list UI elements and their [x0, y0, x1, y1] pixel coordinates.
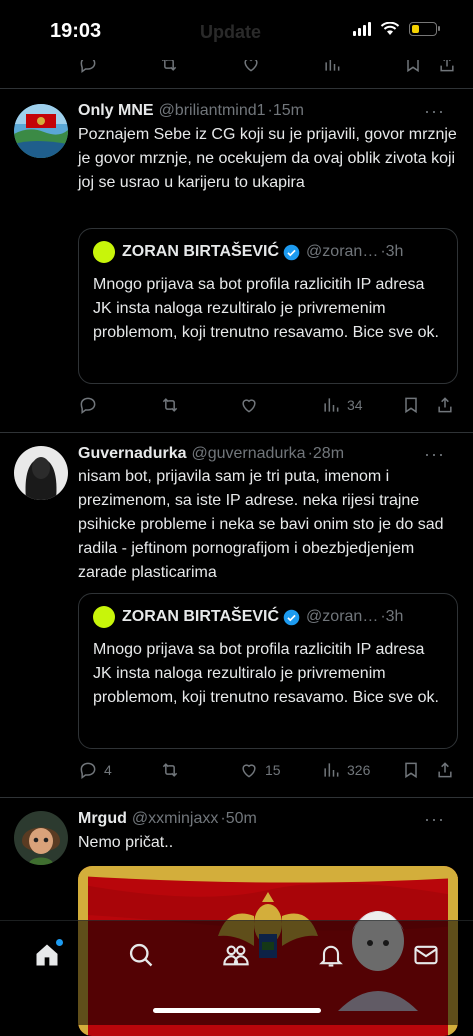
communities-icon: [222, 941, 250, 969]
quote-header: [93, 241, 443, 263]
quote-text: Mnogo prijava sa bot profila razlicitih IP adresa JK insta naloga rezultiralo je privremenim problemom, koji trenutno resavamo. Bice sve ok.: [93, 641, 439, 706]
quote-timestamp: 3h: [385, 608, 404, 625]
tweet-actions: [78, 393, 459, 417]
notification-dot: [56, 939, 63, 946]
like-count: 15: [265, 762, 281, 778]
nav-communities[interactable]: [222, 941, 250, 969]
tweet-text: Nemo pričat..: [78, 834, 174, 851]
display-name[interactable]: Only MNE: [78, 102, 154, 119]
divider: [0, 88, 473, 89]
quote-display-name: ZORAN BIRTAŠEVIĆ: [122, 608, 280, 625]
quote-timestamp: 3h: [385, 243, 404, 260]
nav-notifications[interactable]: [317, 941, 345, 969]
status-bar: [0, 0, 473, 60]
quote-display-name: ZORAN BIRTAŠEVIĆ: [122, 243, 280, 260]
avatar-image: [14, 446, 68, 500]
display-name[interactable]: Mrgud: [78, 810, 127, 827]
like-button[interactable]: [239, 760, 321, 780]
avatar[interactable]: [14, 446, 68, 500]
avatar-image: [14, 811, 68, 865]
like-button[interactable]: [239, 395, 321, 415]
reply-icon: [78, 395, 98, 415]
more-options-icon[interactable]: ···: [424, 808, 445, 829]
quote-handle: @zoran…: [306, 243, 379, 260]
status-icons: [353, 22, 437, 36]
timestamp[interactable]: 28m: [312, 445, 345, 462]
dot-separator: ·: [220, 810, 226, 827]
views-icon: [321, 760, 341, 780]
reply-icon: [78, 760, 98, 780]
quoted-tweet[interactable]: [78, 593, 458, 749]
nav-search[interactable]: [127, 941, 155, 969]
notifications-icon: [317, 941, 345, 969]
heart-icon: [239, 395, 259, 415]
home-indicator: [153, 1008, 321, 1013]
quote-text: Mnogo prijava sa bot profila razlicitih IP adresa JK insta naloga rezultiralo je privremenim problemom, koji trenutno resavamo. Bice sve ok.: [93, 276, 439, 341]
quote-avatar: [93, 241, 115, 263]
nav-home[interactable]: [33, 941, 61, 969]
retweet-button[interactable]: [160, 760, 239, 780]
messages-icon: [412, 941, 440, 969]
tweet-actions: [78, 758, 459, 782]
tweet-text: nisam bot, prijavila sam je tri puta, imenom i prezimenom, sa iste IP adrese. neka rijesi trajne psihicke probleme i neka se bavi onim sto je do sad radila - jeftinom pornografijom i obezbjedjenjem zarade plasticarima: [78, 468, 444, 581]
retweet-button[interactable]: [160, 395, 239, 415]
handle[interactable]: @xxminjaxx: [131, 810, 219, 827]
header-ghost-text: Update: [200, 22, 262, 42]
view-count: 326: [347, 762, 371, 778]
tweet-header: [78, 443, 459, 465]
dot-separator: ·: [380, 243, 386, 260]
reply-button[interactable]: [78, 395, 160, 415]
share-icon[interactable]: [435, 395, 455, 415]
verified-badge-icon: [283, 609, 300, 626]
views-button[interactable]: [321, 395, 401, 415]
bookmark-icon[interactable]: [401, 395, 421, 415]
heart-icon: [239, 760, 259, 780]
avatar[interactable]: [14, 104, 68, 158]
handle[interactable]: @briliantmind1: [158, 102, 266, 119]
tweet-header: [78, 808, 459, 830]
view-count: 34: [347, 397, 363, 413]
bookmark-icon[interactable]: [401, 760, 421, 780]
divider: [0, 797, 473, 798]
views-button[interactable]: [321, 760, 401, 780]
avatar-image: [14, 104, 68, 158]
battery-icon: [409, 22, 437, 36]
right-actions: [401, 395, 455, 415]
share-icon[interactable]: [435, 760, 455, 780]
tweet-header: [78, 100, 459, 122]
timestamp[interactable]: 50m: [225, 810, 257, 827]
quote-header: [93, 606, 443, 628]
more-options-icon[interactable]: ···: [424, 443, 445, 464]
search-icon: [127, 941, 155, 969]
retweet-icon: [160, 760, 180, 780]
nav-messages[interactable]: [412, 941, 440, 969]
display-name[interactable]: Guvernadurka: [78, 445, 187, 462]
divider: [0, 432, 473, 433]
dot-separator: ·: [307, 445, 313, 462]
reply-count: 4: [104, 762, 112, 778]
avatar[interactable]: [14, 811, 68, 865]
views-icon: [321, 395, 341, 415]
dot-separator: ·: [380, 608, 386, 625]
quote-avatar: [93, 606, 115, 628]
tweet-text: Poznajem Sebe iz CG koji su je prijavili, govor mrznje je govor mrznje, ne ocekujem da ovaj oblik zivota koji joj se usrao u karijeru to ukapira: [78, 126, 457, 191]
quote-handle: @zoran…: [306, 608, 379, 625]
verified-badge-icon: [283, 244, 300, 261]
timestamp[interactable]: 15m: [272, 102, 304, 119]
signal-icon: [353, 22, 371, 36]
wifi-icon: [380, 22, 400, 36]
right-actions: [401, 760, 455, 780]
handle[interactable]: @guvernadurka: [191, 445, 306, 462]
quoted-tweet[interactable]: [78, 228, 458, 384]
dot-separator: ·: [267, 102, 273, 119]
more-options-icon[interactable]: ···: [424, 100, 445, 121]
reply-button[interactable]: [78, 760, 160, 780]
retweet-icon: [160, 395, 180, 415]
status-time: 19:03: [50, 20, 102, 42]
